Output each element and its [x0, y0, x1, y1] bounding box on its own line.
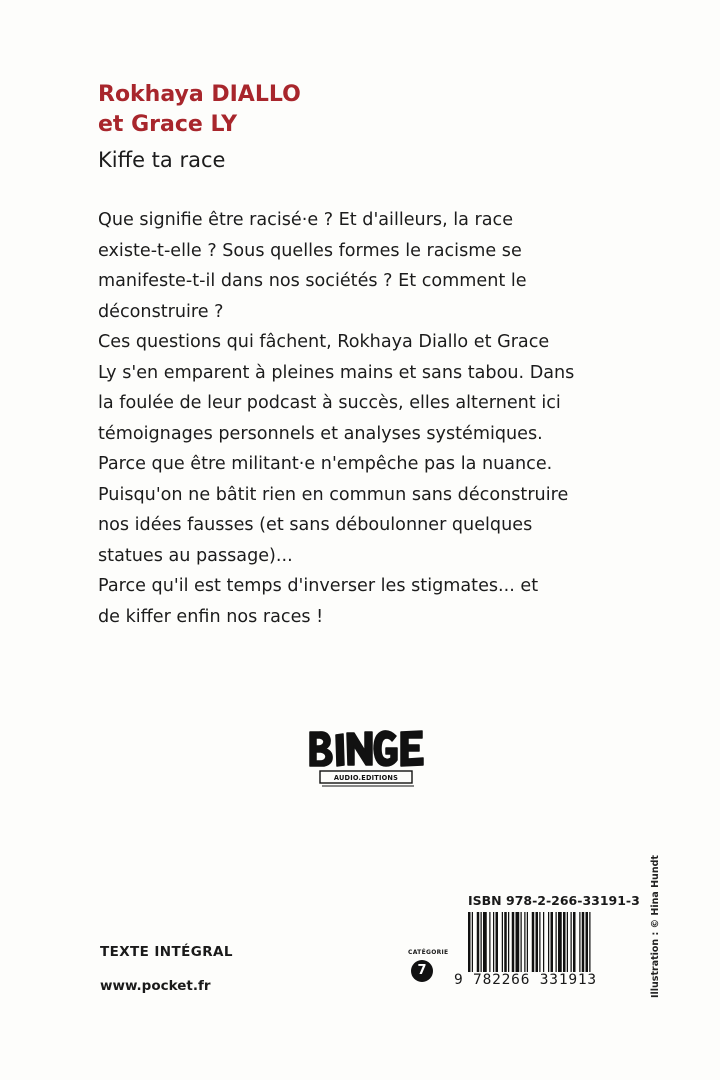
barcode-bar	[551, 912, 554, 974]
barcode-bar	[496, 912, 499, 974]
barcode-bar	[508, 912, 509, 974]
barcode-digits: 9 782266 331913	[454, 972, 597, 988]
barcode-bar	[481, 912, 482, 974]
barcode-bar	[477, 912, 480, 974]
categorie-label: CATÉGORIE	[408, 949, 449, 956]
barcode-bar	[543, 912, 544, 974]
barcode-bar	[558, 912, 562, 974]
barcode-bar	[563, 912, 566, 974]
blurb-line: existe-t-elle ? Sous quelles formes le racisme se	[98, 240, 522, 261]
barcode-bar	[573, 912, 576, 974]
blurb-line: Parce que être militant·e n'empêche pas la nuance.	[98, 454, 553, 474]
blurb-line: déconstruire ?	[98, 301, 224, 322]
barcode-bar	[527, 912, 528, 974]
author-names	[98, 80, 301, 140]
barcode-bar	[536, 912, 539, 974]
barcode-bar	[548, 912, 549, 974]
blurb-line: statues au passage)...	[98, 545, 293, 566]
categorie-badge: 7	[411, 960, 433, 982]
barcode-bar	[567, 912, 568, 974]
barcode-bar	[493, 912, 494, 974]
blurb-paragraph-2	[98, 327, 658, 571]
barcode-bar	[524, 912, 525, 974]
blurb-paragraph-1	[98, 205, 658, 327]
book-title: Kiffe ta race	[98, 148, 226, 172]
barcode-bar	[516, 912, 520, 974]
blurb-line: de kiffer enfin nos races !	[98, 606, 324, 627]
barcode-bar	[539, 912, 540, 974]
illustration-credit-text: Illustration : © Hina Hundt	[650, 855, 661, 998]
barcode-bar	[579, 912, 580, 974]
author-line-2: et Grace LY	[98, 112, 237, 137]
blurb-line: Ces questions qui fâchent, Rokhaya Diallo et Grace	[98, 332, 550, 352]
publisher-website: www.pocket.fr	[100, 978, 211, 994]
barcode-bar	[571, 912, 572, 974]
binge-logo	[304, 718, 428, 794]
texte-integral-label: TEXTE INTÉGRAL	[100, 944, 233, 960]
blurb-line: la foulée de leur podcast à succès, elles alternent ici	[98, 393, 561, 413]
blurb-line: Ly s'en emparent à pleines mains et sans tabou. Dans	[98, 362, 575, 383]
blurb-line: Parce qu'il est temps d'inverser les stigmates... et	[98, 576, 539, 596]
blurb-paragraph-3	[98, 571, 658, 632]
barcode-bar	[512, 912, 515, 974]
barcode-bar	[586, 912, 589, 974]
illustration-credit	[650, 855, 666, 998]
author-line-1: Rokhaya DIALLO	[98, 82, 301, 107]
barcode-bar	[556, 912, 557, 974]
isbn-text: ISBN 978-2-266-33191-3	[468, 893, 640, 908]
barcode-bar	[502, 912, 503, 974]
barcode-bar	[504, 912, 507, 974]
blurb-line: nos idées fausses (et sans déboulonner quelques	[98, 515, 533, 535]
back-cover-blurb	[98, 205, 658, 632]
blurb-line: témoignages personnels et analyses systémiques.	[98, 423, 543, 444]
barcode-bar	[489, 912, 490, 974]
binge-logo-tagline: AUDIO.EDITIONS	[333, 774, 399, 782]
blurb-line: Que signifie être racisé·e ? Et d'ailleurs, la race	[98, 210, 514, 230]
blurb-line: manifeste-t-il dans nos sociétés ? Et comment le	[98, 271, 527, 291]
blurb-line: Puisqu'on ne bâtit rien en commun sans déconstruire	[98, 484, 569, 505]
barcode-bar	[483, 912, 487, 974]
barcode-bar	[582, 912, 585, 974]
barcode-bar	[521, 912, 522, 974]
